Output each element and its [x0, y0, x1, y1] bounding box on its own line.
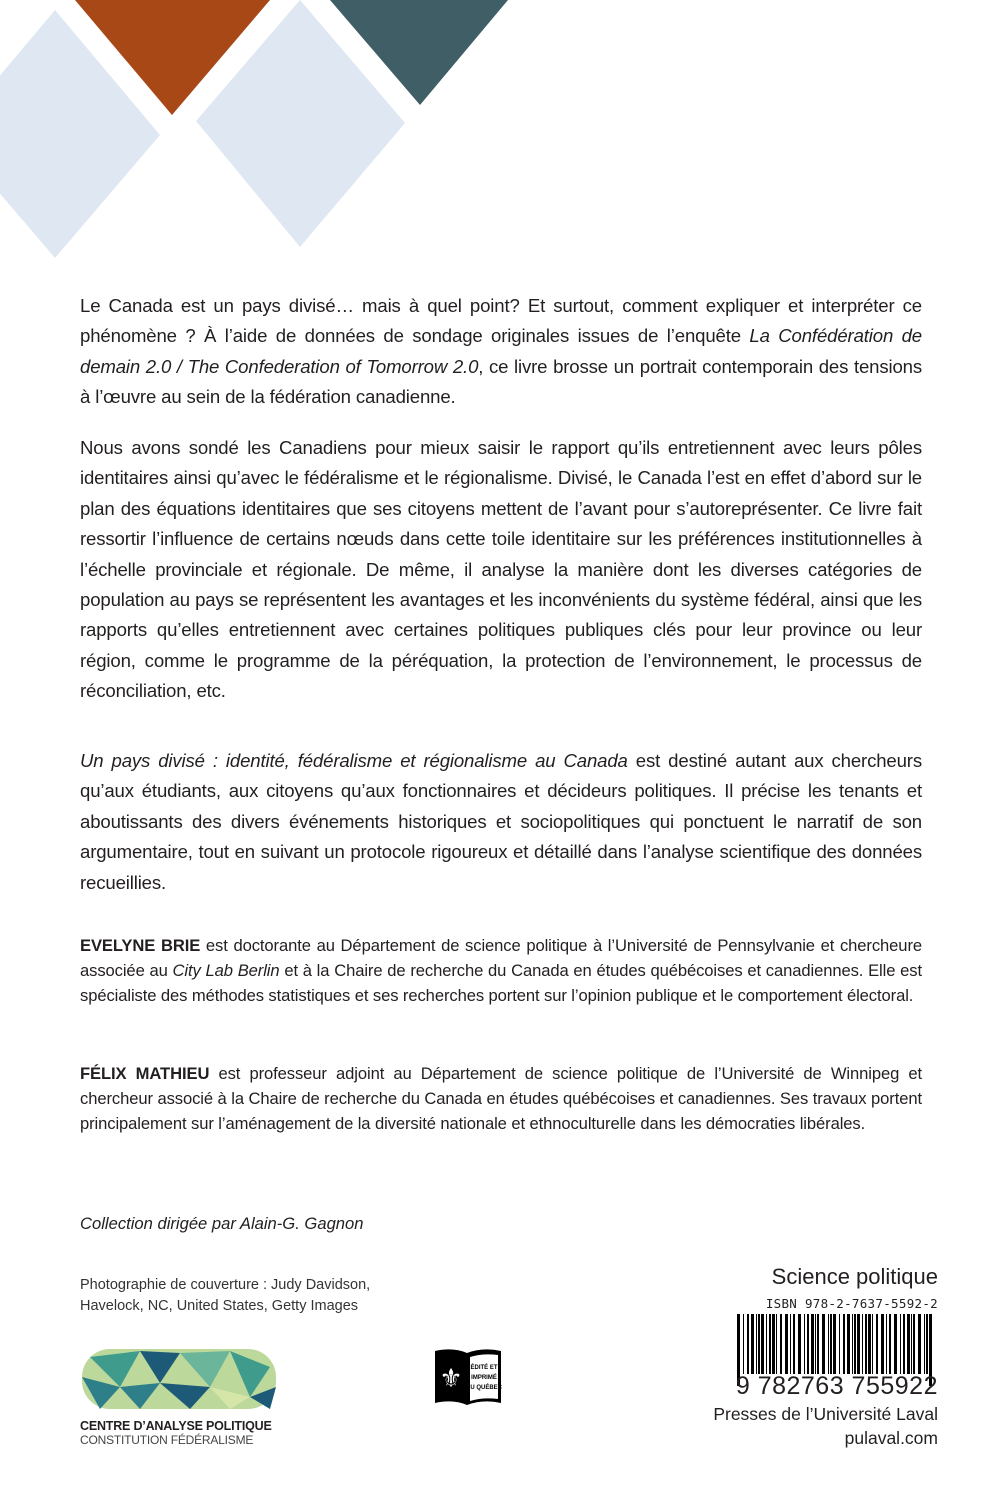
- barcode-bar: [903, 1314, 905, 1374]
- intro-paragraph-1: [80, 291, 922, 413]
- barcode-bar: [785, 1314, 788, 1374]
- barcode-bar: [772, 1314, 775, 1374]
- barcode-bar: [793, 1314, 795, 1374]
- barcode-bar: [807, 1314, 809, 1374]
- author-bio-mathieu: [80, 1061, 922, 1136]
- credit-line: Photographie de couverture : Judy Davidson,: [80, 1277, 371, 1293]
- barcode-bar: [857, 1314, 860, 1374]
- barcode-bar: [756, 1314, 757, 1374]
- paragraph-text: Le Canada est un pays divisé… mais à quel point? Et surtout, comment expliquer et interpréter ce phénomène ? À l’aide de données de sondage originales issues de l’enquête: [80, 295, 922, 347]
- barcode-bar: [822, 1314, 825, 1374]
- barcode-bar: [769, 1314, 771, 1374]
- photo-credit: [80, 1275, 370, 1317]
- cap-logo: [80, 1347, 280, 1447]
- barcode-bar: [913, 1314, 915, 1374]
- barcode-bar: [862, 1314, 863, 1374]
- barcode-bar: [868, 1314, 871, 1374]
- barcode-bar: [743, 1314, 744, 1374]
- barcode-bar: [790, 1314, 791, 1374]
- barcode-bar: [854, 1314, 856, 1374]
- credit-line: Havelock, NC, United States, Getty Images: [80, 1298, 359, 1314]
- collection-editor: Collection dirigée par Alain-G. Gagnon: [80, 1214, 364, 1233]
- barcode-bar: [881, 1314, 884, 1374]
- barcode-bar: [926, 1314, 928, 1374]
- barcode-bar: [872, 1314, 873, 1374]
- barcode-bar: [828, 1314, 829, 1374]
- survey-title: La Confédération de demain 2.0 / The Confederation of Tomorrow 2.0: [80, 325, 923, 377]
- barcode-bar: [886, 1314, 887, 1374]
- quebec-logo: [433, 1347, 503, 1412]
- cap-mosaic-icon: [80, 1347, 280, 1411]
- decorative-diamonds: [0, 0, 620, 270]
- barcode-bar: [776, 1314, 777, 1374]
- category-label: Science politique: [771, 1264, 938, 1289]
- bio-text: est professeur adjoint au Département de science politique de l’Université de Winnipeg et chercheur associé à la Chaire de recherche du Canada en études québécoises et canadiennes. Ses travaux portent principalement sur l’aménagement de la diversité nationale et ethnoculturelle dans les démocraties libérales.: [80, 1064, 922, 1133]
- barcode-bar: [798, 1314, 801, 1374]
- paragraph-text: , ce livre brosse un portrait contemporain des tensions à l’œuvre au sein de la fédération canadienne.: [80, 355, 923, 408]
- bio-emphasis: City Lab Berlin: [172, 961, 280, 980]
- publisher-info: [713, 1402, 938, 1450]
- svg-text:IMPRIMÉ: IMPRIMÉ: [471, 1375, 497, 1381]
- svg-text:ÉDITÉ ET: ÉDITÉ ET: [470, 1365, 498, 1371]
- barcode-bar: [758, 1314, 760, 1374]
- barcode-bar: [889, 1314, 891, 1374]
- publisher-name: Presses de l’Université Laval: [713, 1404, 938, 1424]
- fleur-de-lis-book-icon: [433, 1347, 503, 1407]
- barcode-bar: [751, 1314, 754, 1374]
- barcode-bar: [847, 1314, 850, 1374]
- paragraph-text: est destiné autant aux chercheurs qu’aux étudiants, aux citoyens qu’aux fonctionnaires et décideurs politiques. Il précise les tenants et aboutissants des divers événements historiques et sociopolitiques qui ponctuent le narratif de son argumentaire, tout en suivant un protocole rigoureux et détaillé dans l’analyse scientifique des données recueillies.: [80, 750, 922, 893]
- author-name: FÉLIX MATHIEU: [80, 1064, 210, 1083]
- bio-text: et à la Chaire de recherche du Canada en études québécoises et canadiennes. Elle est spécialiste des méthodes statistiques et ses recherches portent sur l’opinion publique et le comportement électoral.: [80, 961, 922, 1005]
- barcode-bar: [894, 1314, 897, 1374]
- publisher-website: pulaval.com: [844, 1428, 938, 1448]
- bio-text: est doctorante au Département de science politique à l’Université de Pennsylvanie et chercheure associée au: [80, 936, 922, 980]
- book-title: Un pays divisé : identité, fédéralisme et régionalisme au Canada: [80, 750, 628, 771]
- isbn: ISBN 978-2-7637-5592-2: [765, 1296, 938, 1311]
- barcode-bar: [830, 1314, 832, 1374]
- barcode-bar: [911, 1314, 912, 1374]
- intro-paragraph-3: [80, 746, 922, 898]
- barcode-bar: [766, 1314, 767, 1374]
- intro-paragraph-2: Nous avons sondé les Canadiens pour mieux saisir le rapport qu’ils entretiennent avec leurs pôles identitaires ainsi qu’avec le fédéralisme et le régionalisme. Divisé, le Canada l’est en effet d’abord sur le plan des équations identitaires que ses citoyens mettent de l’avant pour s’autoreprésenter. Ce livre fait ressortir l’influence de certains nœuds dans cette toile identitaire sur les préférences institutionnelles à l’échelle provinciale et régionale. De même, il analyse la manière dont les diverses catégories de population au pays se représentent les avantages et les inconvénients du système fédéral, ainsi que les rapports qu’elles entretiennent avec certaines politiques publiques clés pour leur province ou leur région, comme le programme de la péréquation, la protection de l’environnement, le processus de réconciliation, etc.: [80, 437, 922, 702]
- barcode-bar: [747, 1314, 749, 1374]
- barcode-bar: [811, 1314, 814, 1374]
- barcode-bar: [815, 1314, 816, 1374]
- cap-logo-name: CENTRE D’ANALYSE POLITIQUE: [80, 1419, 272, 1433]
- barcode-bar: [804, 1314, 805, 1374]
- barcode-bar: [907, 1314, 910, 1374]
- svg-text:AU QUÉBEC: AU QUÉBEC: [465, 1385, 503, 1391]
- barcode-bar: [843, 1314, 845, 1374]
- author-bio-brie: [80, 933, 922, 1008]
- svg-text:⚜: ⚜: [439, 1363, 463, 1393]
- author-name: EVELYNE BRIE: [80, 936, 201, 955]
- cap-logo-subtitle: CONSTITUTION FÉDÉRALISME: [80, 1433, 254, 1447]
- barcode-bar: [817, 1314, 819, 1374]
- barcode-bar: [833, 1314, 836, 1374]
- barcode-bar: [865, 1314, 867, 1374]
- barcode-bar: [900, 1314, 901, 1374]
- barcode-number: 9 782763 755922: [735, 1372, 938, 1400]
- barcode-bar: [761, 1314, 764, 1374]
- barcode-bar: [852, 1314, 853, 1374]
- barcode-bar: [839, 1314, 840, 1374]
- barcode-bar: [918, 1314, 921, 1374]
- barcode-bar: [876, 1314, 878, 1374]
- barcode-bar: [924, 1314, 925, 1374]
- barcode-bar: [780, 1314, 782, 1374]
